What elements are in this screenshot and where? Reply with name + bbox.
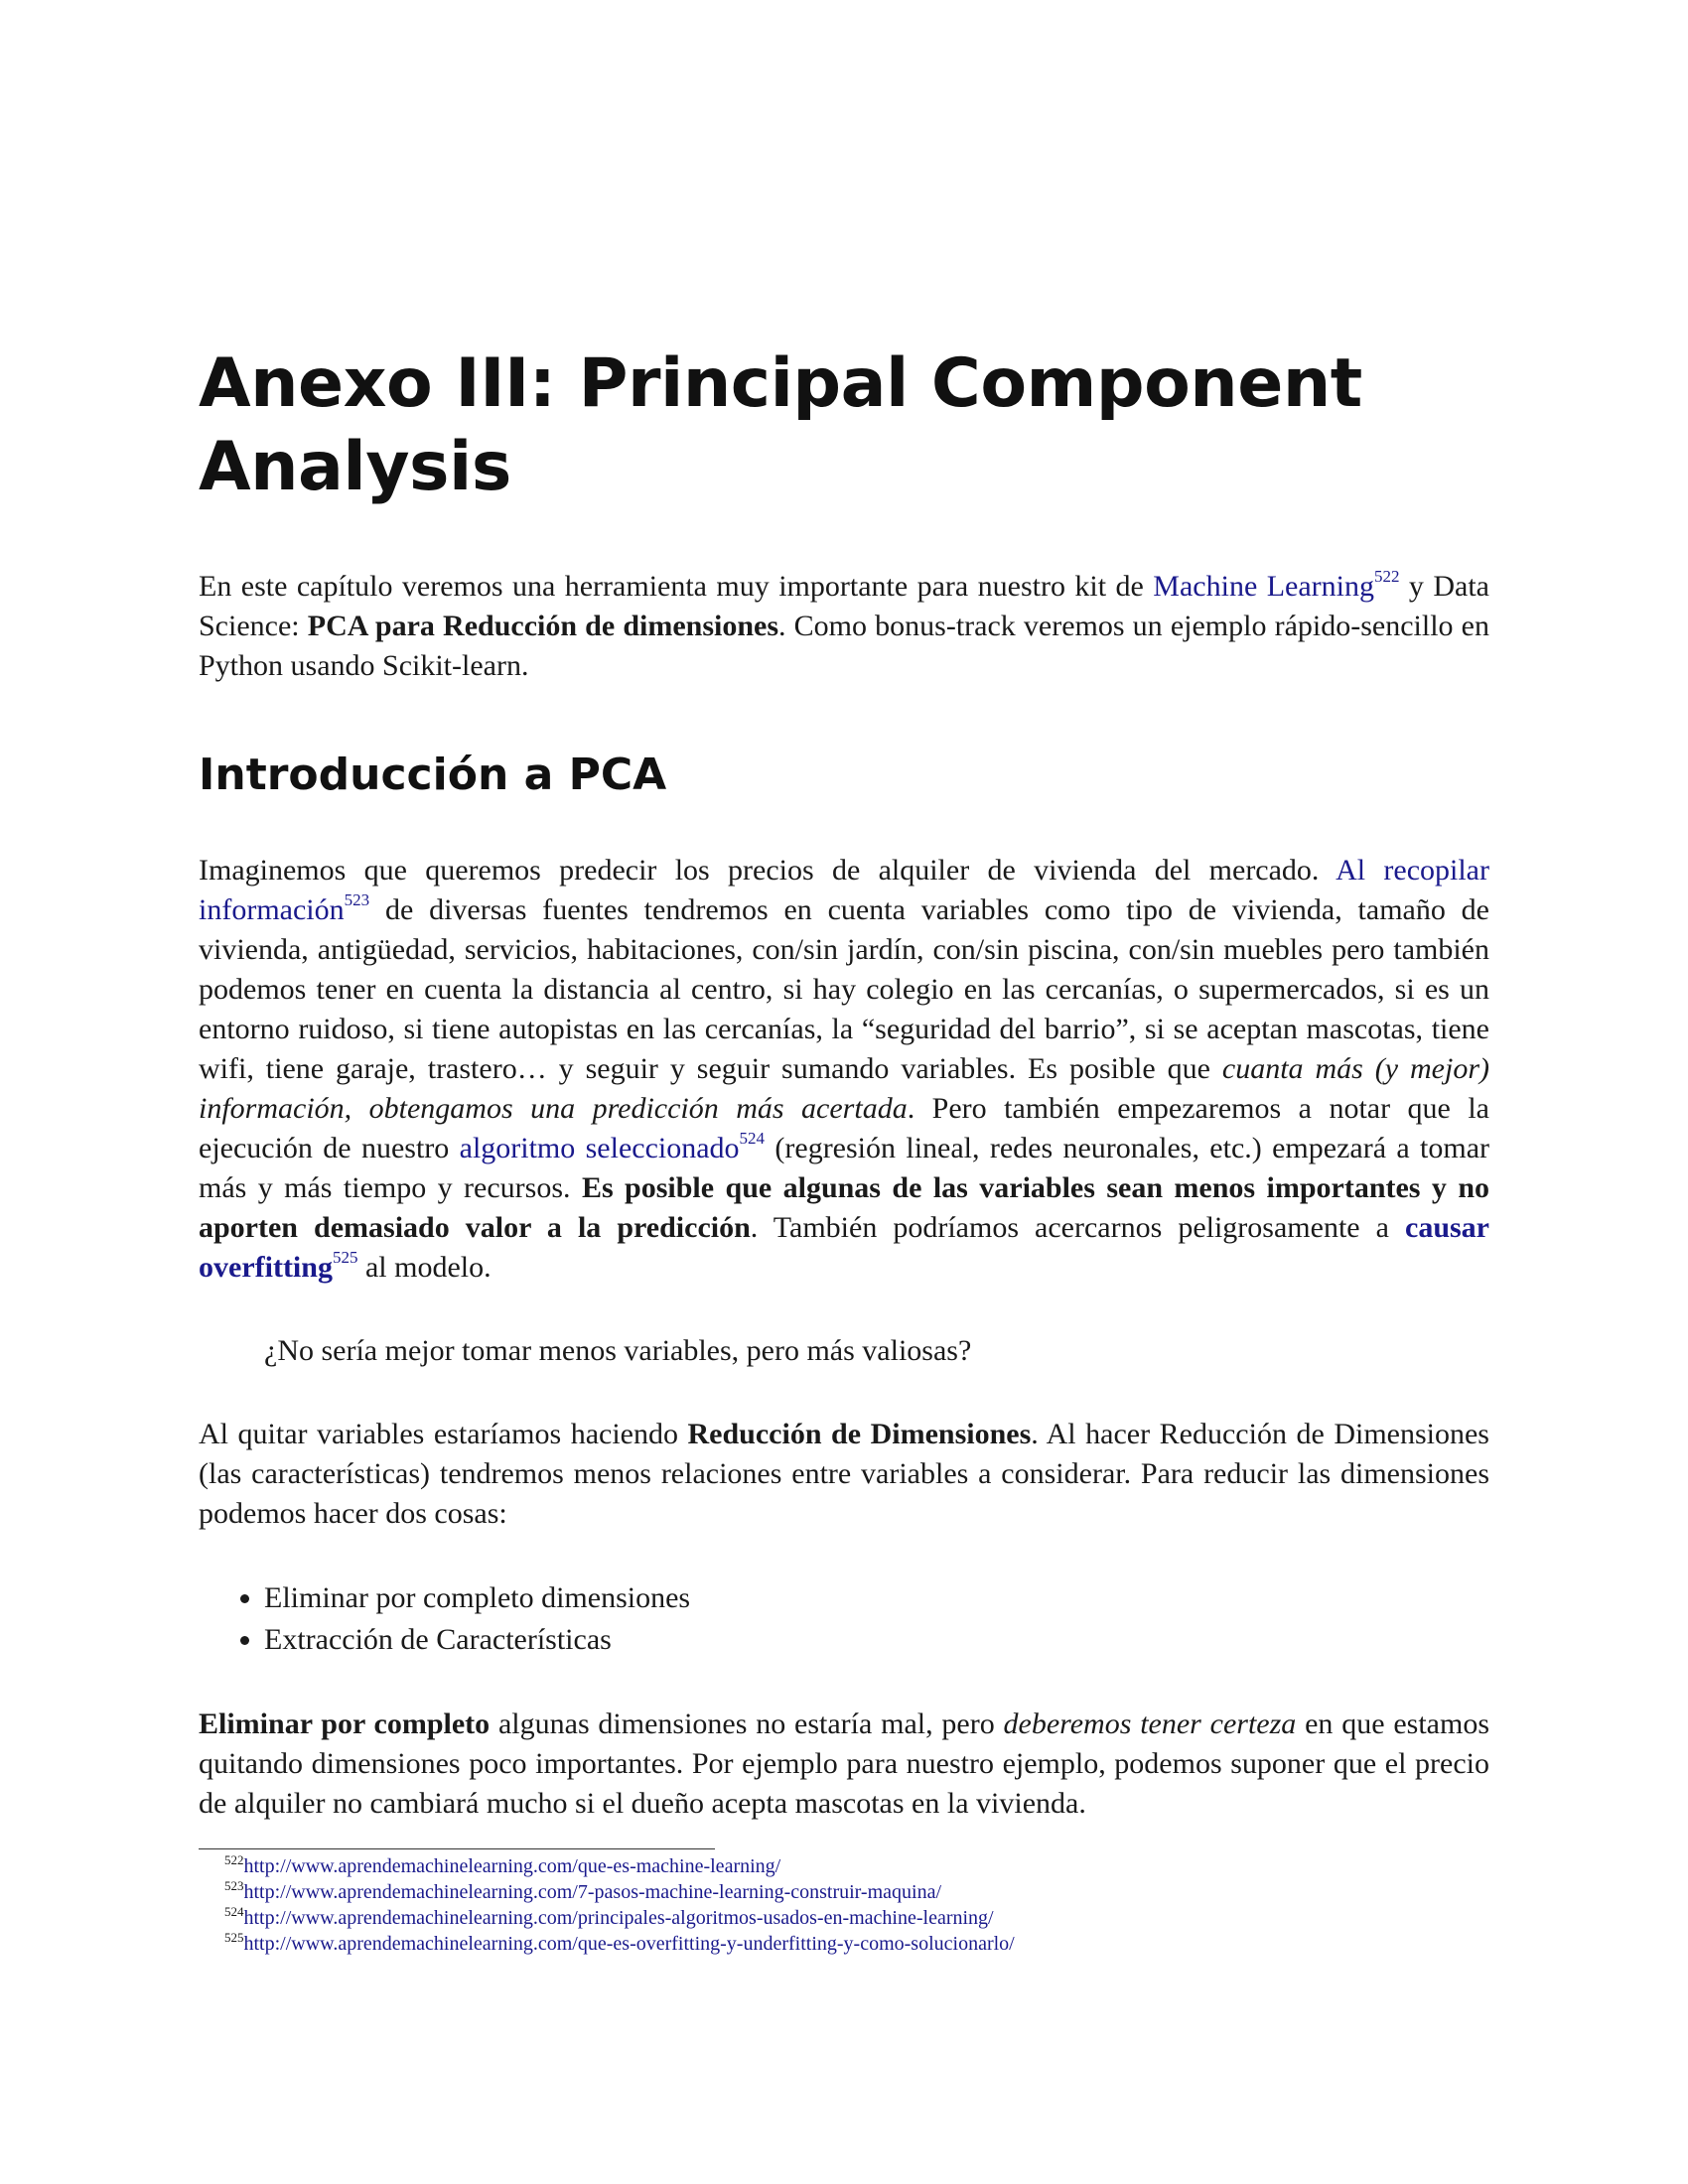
footnote-link[interactable]: http://www.aprendemachinelearning.com/7-pasos-machine-learning-construir-maquina/	[243, 1881, 941, 1903]
list-item: • Eliminar por completo dimensiones	[264, 1577, 1489, 1619]
footnotes	[199, 1848, 1489, 1957]
body-paragraph-3: Eliminar por completo algunas dimensiones no estaría mal, pero deberemos tener certeza en que estamos quitando dimensiones poco importantes. Por ejemplo para nuestro ejemplo, podemos suponer que el precio de alquiler no cambiará mucho si el dueño acepta mascotas en la vivienda.	[199, 1707, 1490, 1820]
machine-learning-link[interactable]: Machine Learning	[1153, 570, 1374, 603]
footnote-522: $^{522}$http://www.aprendemachinelearning.com/que-es-machine-learning/	[224, 1852, 781, 1877]
section-title: Introducción a PCA	[199, 750, 667, 800]
causar-overfitting-link[interactable]: causar overfitting	[199, 1211, 1489, 1284]
list-item: • Extracción de Características	[264, 1619, 1489, 1661]
footnote-523: $^{523}$http://www.aprendemachinelearning.com/7-pasos-machine-learning-construir-maquina/	[224, 1878, 941, 1903]
chapter-title: Anexo III: Principal Component Analysis	[199, 344, 1362, 506]
page-content	[199, 342, 1489, 1824]
footnote-link[interactable]: http://www.aprendemachinelearning.com/que-es-machine-learning/	[243, 1855, 781, 1877]
algoritmo-seleccionado-link[interactable]: algoritmo seleccionado	[459, 1132, 740, 1164]
footnote-divider	[199, 1848, 715, 1849]
footnote-525: $^{525}$http://www.aprendemachinelearning.com/que-es-overfitting-y-underfitting-y-como-solucionarlo/	[224, 1930, 1015, 1955]
blockquote: ¿No sería mejor tomar menos variables, pero más valiosas?	[264, 1334, 972, 1367]
footnote-524: $^{524}$http://www.aprendemachinelearning.com/principales-algoritmos-usados-en-machine-learning/	[224, 1904, 994, 1929]
footnote-link[interactable]: http://www.aprendemachinelearning.com/que-es-overfitting-y-underfitting-y-como-solucionarlo/	[243, 1933, 1015, 1955]
footnote-ref-524[interactable]: 524	[739, 1129, 766, 1148]
body-paragraph-2: Al quitar variables estaríamos haciendo Reducción de Dimensiones. Al hacer Reducción de Dimensiones (las características) tendremos menos relaciones entre variables a considerar. Para reducir las dimensiones podemos hacer dos cosas:	[199, 1418, 1489, 1530]
footnote-ref-525[interactable]: 525	[332, 1248, 358, 1267]
options-list	[199, 1577, 1489, 1661]
intro-paragraph: En este capítulo veremos una herramienta muy importante para nuestro kit de Machine Learning$^{522}$ y Data Science: PCA para Reducción de dimensiones. Como bonus-track veremos un ejemplo rápido-sencillo en Python usando Scikit-learn.	[199, 567, 1489, 682]
recopilar-informacion-link[interactable]: Al recopilar información	[199, 854, 1489, 926]
footnote-ref-523[interactable]: 523	[344, 890, 370, 909]
footnote-link[interactable]: http://www.aprendemachinelearning.com/principales-algoritmos-usados-en-machine-learning/	[243, 1907, 994, 1929]
footnote-ref-522[interactable]: 522	[1373, 567, 1400, 586]
body-paragraph-1: Imaginemos que queremos predecir los precios de alquiler de vivienda del mercado. Al recopilar información$^{523}$ de diversas fuentes tendremos en cuenta variables como tipo de vivienda, tamaño de vivienda, antigüedad, servicios, habitaciones, con/sin jardín, con/sin piscina, con/sin muebles pero también podemos tener en cuenta la distancia al centro, si hay colegio en las cercanías, o supermercados, si es un entorno ruidoso, si tiene autopistas en las cercanías, la “seguridad del barrio”, si se aceptan mascotas, tiene wifi, tiene garaje, trastero… y seguir y seguir sumando variables. Es posible que cuanta más (y mejor) información, obtengamos una predicción más acertada. Pero también empezaremos a notar que la ejecución de nuestro algoritmo seleccionado$^{524}$ (regresión lineal, redes neuronales, etc.) empezará a tomar más y más tiempo y recursos. Es posible que algunas de las variables sean menos importantes y no aporten demasiado valor a la predicción. También podríamos acercarnos peligrosamente a causar overfitting$^{525}$ al modelo.	[199, 854, 1490, 1284]
